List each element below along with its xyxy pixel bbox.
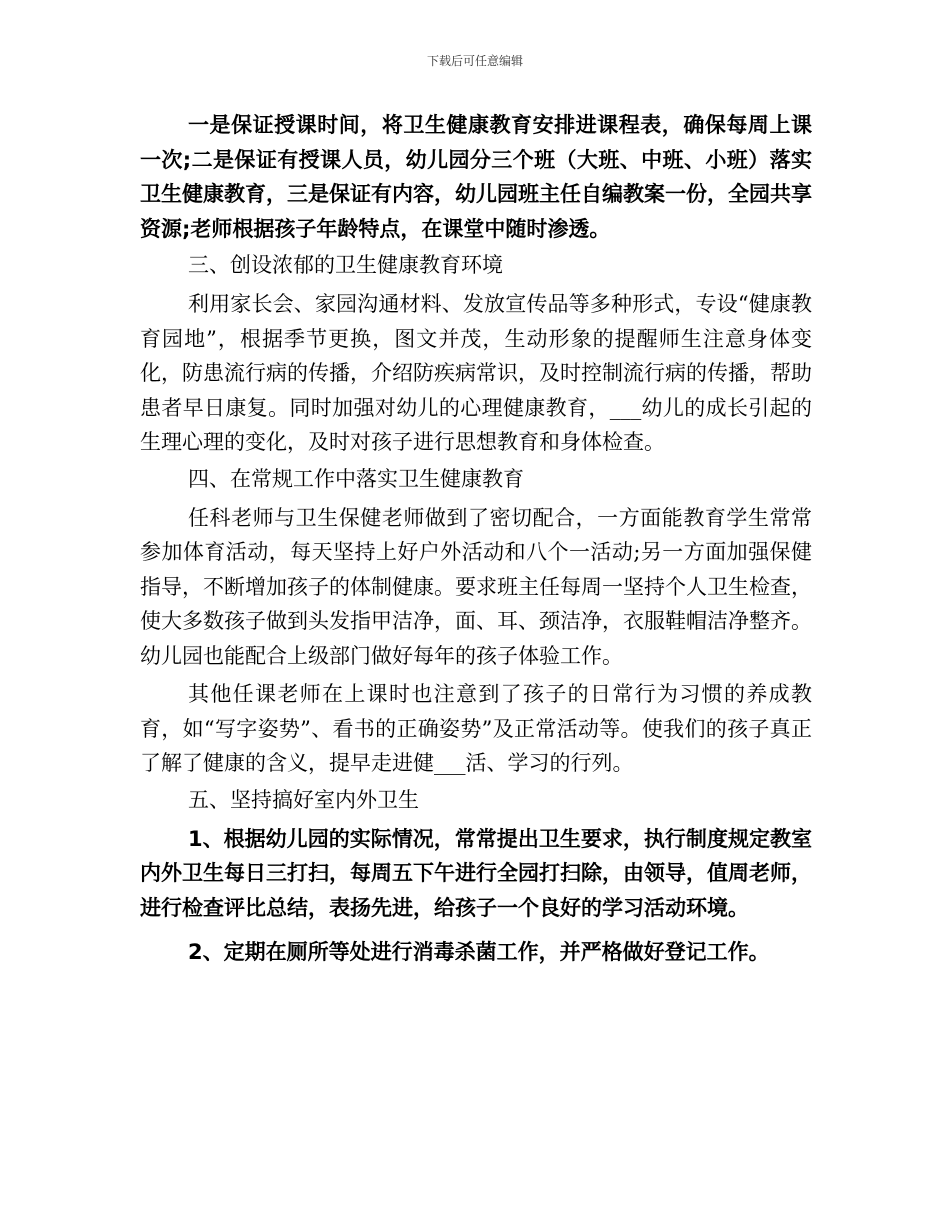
- page-header: 下载后可任意编辑: [426, 54, 523, 68]
- section-heading-3: 三、创设浓郁的卫生健康教育环境: [188, 253, 503, 277]
- section-heading-5: 五、坚持搞好室内外卫生: [188, 787, 419, 812]
- paragraph-teaching-guarantee: 一是保证授课时间，将卫生健康教育安排进课程表，确保每周上课一次;二是保证有授课人员，幼儿园分三个班（大班、中班、小班）落实卫生健康教育，三是保证有内容，幼儿园班主任自编教案一份，全园共享资源;老师根据孩子年龄特点，在课堂中随时渗透。: [140, 113, 812, 241]
- paragraph-other-teachers: 其他任课老师在上课时也注意到了孩子的日常行为习惯的养成教育，如“写字姿势”、看书的正确姿势”及正常活动等。使我们的孩子真正了解了健康的含义，提早走进健___活、学习的行列。: [140, 682, 812, 775]
- paragraph-disinfection: 2、定期在厕所等处进行消毒杀菌工作，并严格做好登记工作。: [188, 940, 770, 964]
- section-heading-4: 四、在常规工作中落实卫生健康教育: [188, 466, 524, 491]
- paragraph-environment: 利用家长会、家园沟通材料、发放宣传品等多种形式，专设“健康教育园地”，根据季节更换，图文并茂，生动形象的提醒师生注意身体变化，防患流行病的传播，介绍防疾病常识，及时控制流行病的传播，帮助患者早日康复。同时加强对幼儿的心理健康教育，___幼儿的成长引起的生理心理的变化，及时对孩子进行思想教育和身体检查。: [140, 292, 812, 454]
- paragraph-cleaning-rules: 1、根据幼儿园的实际情况，常常提出卫生要求，执行制度规定教室内外卫生每日三打扫，每周五下午进行全园打扫除，由领导，值周老师，进行检查评比总结，表扬先进，给孩子一个良好的学习活动环境。: [140, 826, 812, 920]
- paragraph-routine-work: 任科老师与卫生保健老师做到了密切配合，一方面能教育学生常常参加体育活动，每天坚持上好户外活动和八个一活动;另一方面加强保健指导，不断增加孩子的体制健康。要求班主任每周一坚持个人卫生检查，使大多数孩子做到头发指甲洁净，面、耳、颈洁净，衣服鞋帽洁净整齐。幼儿园也能配合上级部门做好每年的孩子体验工作。: [140, 505, 812, 668]
- document-body: [140, 108, 812, 970]
